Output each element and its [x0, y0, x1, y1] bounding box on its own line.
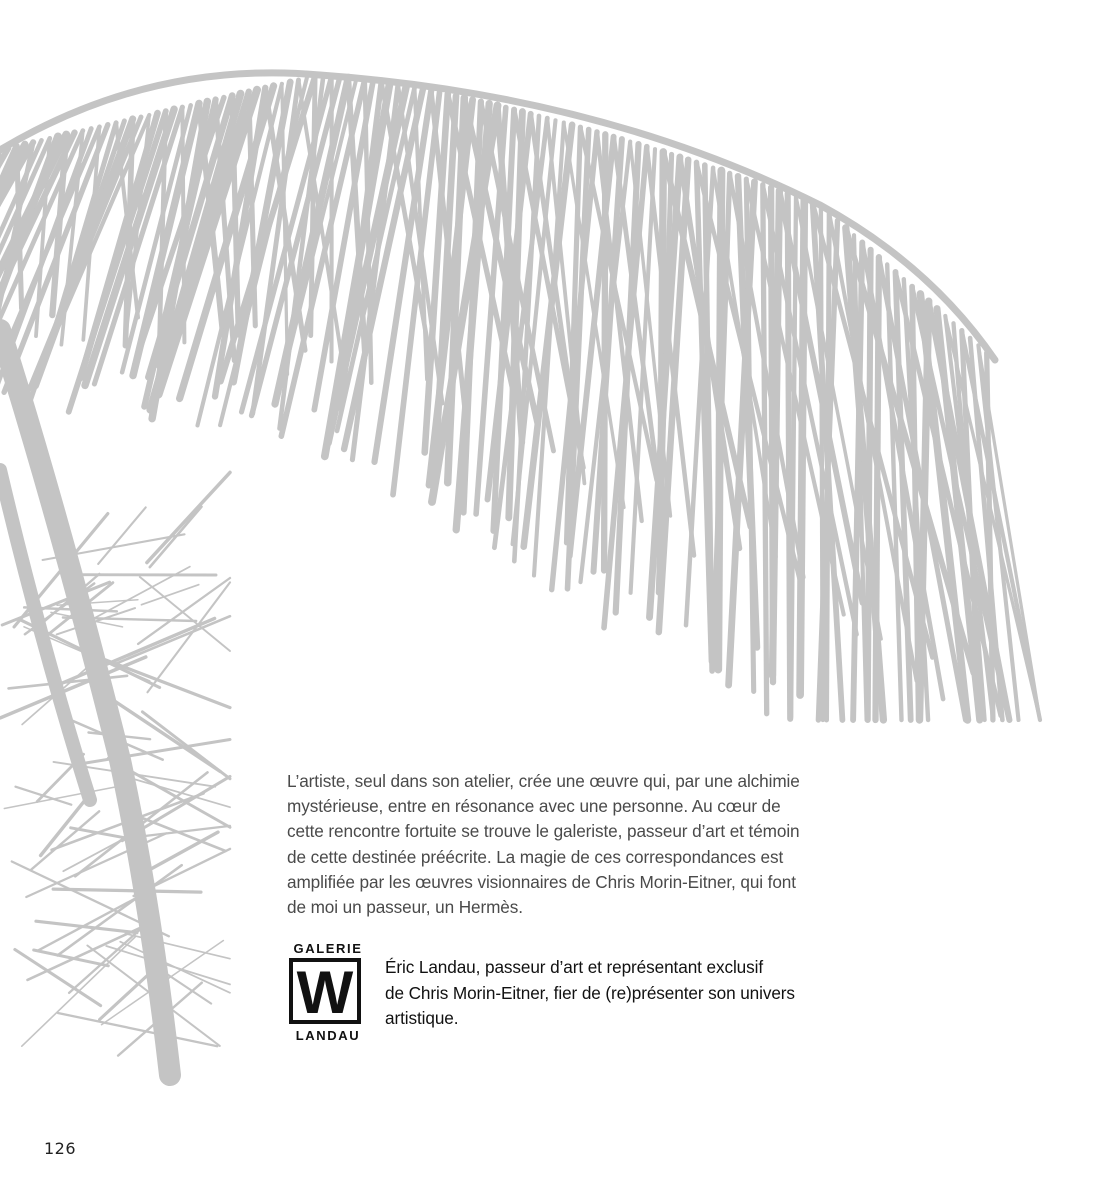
palm-spike: [36, 921, 137, 933]
palm-leaflet: [868, 250, 871, 720]
palm-leaflet: [800, 199, 804, 695]
paragraph-line: amplifiée par les œuvres visionnaires de Chris Morin-Eitner, qui font: [287, 871, 796, 892]
palm-spike: [114, 616, 230, 664]
paragraph-line: L’artiste, seul dans son atelier, crée une œuvre qui, par une alchimie: [287, 771, 800, 791]
palm-spike: [58, 1013, 217, 1046]
paragraph-line: de moi un passeur, un Hermès.: [287, 897, 523, 918]
page-number: 126: [44, 1139, 77, 1158]
signature-line: de Chris Morin-Eitner, fier de (re)présenter son univers: [385, 982, 795, 1003]
palm-spike: [31, 811, 100, 870]
logo-bottom-word: LANDAU: [295, 1028, 361, 1043]
palm-spike: [147, 472, 230, 562]
paragraph-line: cette rencontre fortuite se trouve le galeriste, passeur d’art et témoin: [287, 821, 800, 842]
palm-spike: [150, 507, 202, 567]
paragraph-line: mystérieuse, entre en résonance avec une personne. Au cœur de: [287, 796, 781, 817]
signature-block: [385, 955, 845, 1032]
logo-box: [289, 958, 361, 1024]
palm-leaflet: [791, 196, 796, 717]
palm-leaflet: [876, 257, 879, 720]
palm-stem: [0, 330, 170, 1075]
logo-letter: W: [296, 962, 354, 1020]
palm-spike: [98, 657, 230, 708]
logo-top-word: GALERIE: [293, 941, 363, 956]
body-paragraph: [287, 769, 847, 920]
signature-line: artistique.: [385, 1008, 459, 1028]
galerie-landau-logo: [288, 942, 368, 1044]
palm-leaflet: [920, 301, 929, 720]
signature-line: Éric Landau, passeur d’art et représentant exclusif: [385, 957, 764, 977]
w-logo-icon: [293, 962, 357, 1020]
paragraph-line: de cette destinée préécrite. La magie de ces correspondances est: [287, 846, 784, 867]
